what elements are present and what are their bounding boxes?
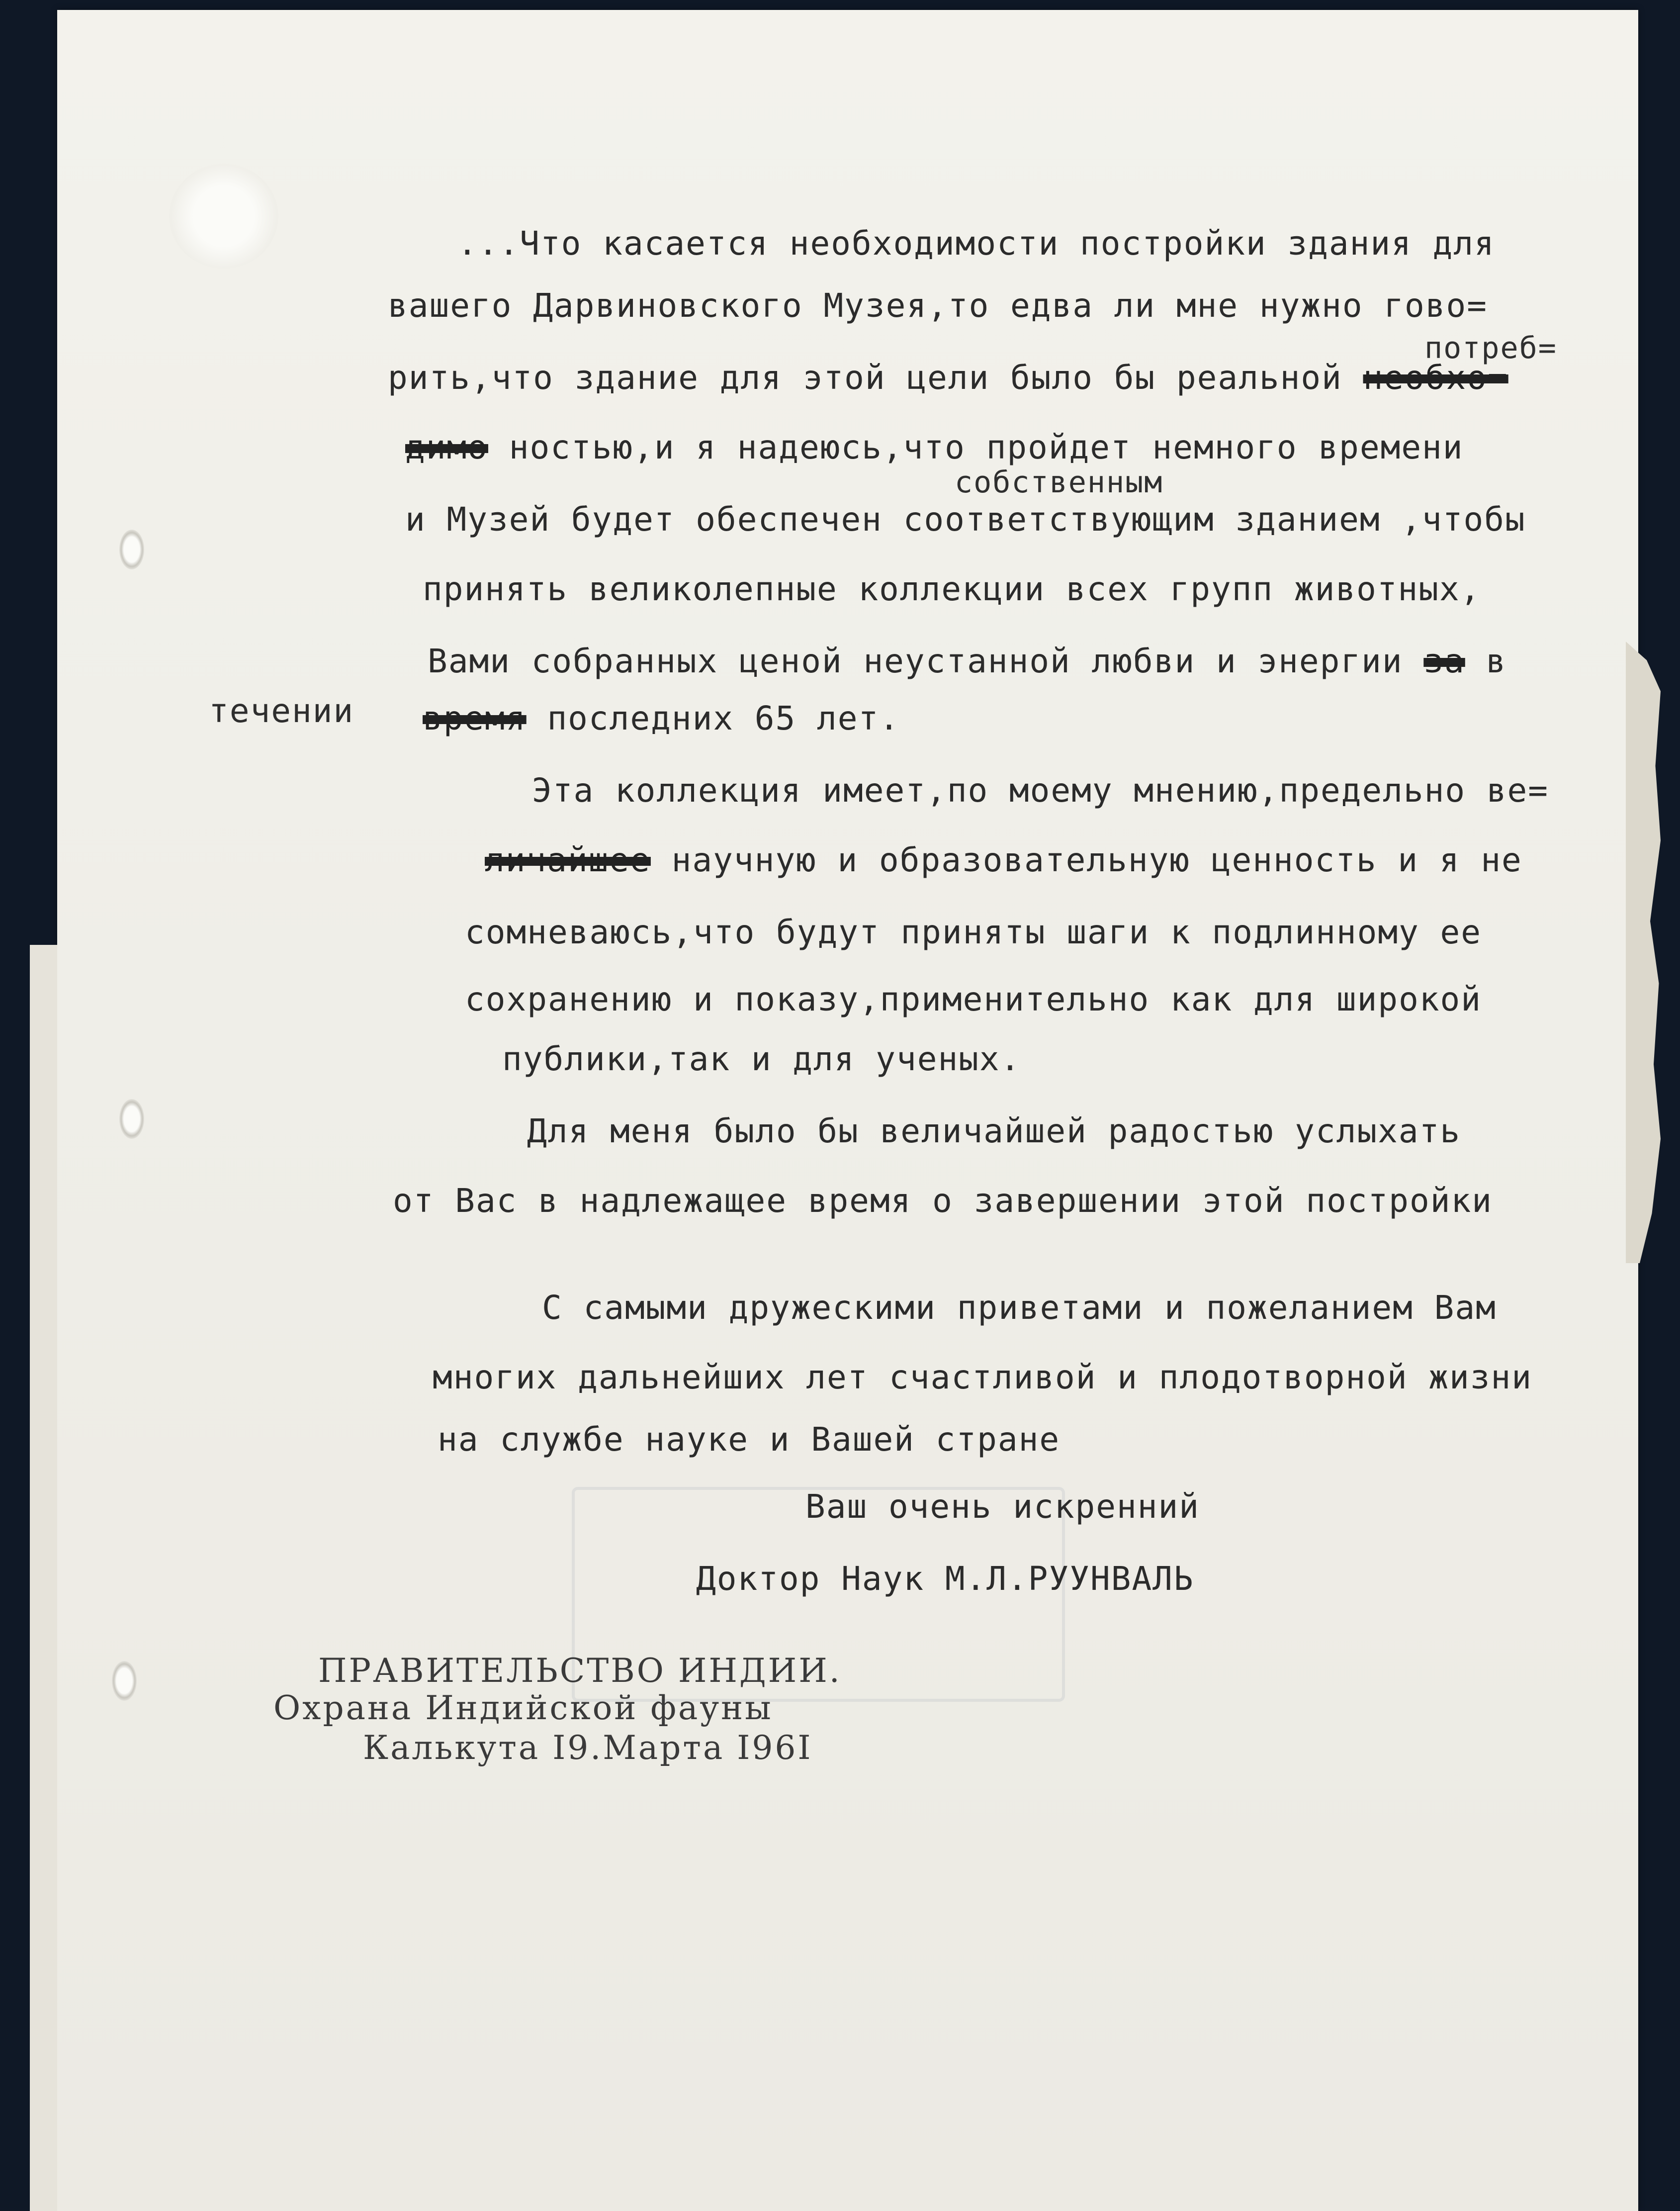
footer-organization: ПРАВИТЕЛЬСТВО ИНДИИ. xyxy=(318,1652,842,1690)
letter-line-5: и Музей будет обеспечен соответствующим зданием ,чтобы xyxy=(405,500,1526,539)
letter-line-3-text: рить,что здание для этой цели было бы реальной xyxy=(388,359,1363,397)
punch-hole-bottom xyxy=(112,1661,137,1701)
underlying-page-edge xyxy=(30,945,57,2211)
punch-hole-middle xyxy=(119,1099,144,1139)
letter-line-7-end: в xyxy=(1465,642,1507,680)
paper-sheet xyxy=(57,10,1638,2211)
letter-line-8-text: последних 65 лет. xyxy=(547,699,900,737)
paper-stain xyxy=(169,164,278,269)
struck-word-vremya: время xyxy=(423,699,527,737)
letter-line-2: вашего Дарвиновского Музея,то едва ли мне нужно гово= xyxy=(388,286,1488,325)
letter-line-17: многих дальнейших лет счастливой и плодотворной жизни xyxy=(433,1358,1532,1396)
letter-line-7-text: Вами собранных ценой неустанной любви и энергии xyxy=(428,642,1424,680)
typed-insert-sobstvennym: собственным xyxy=(955,465,1163,500)
letter-line-11: сомневаюсь,что будут приняты шаги к подлинному ее xyxy=(465,913,1482,951)
letter-line-1: ...Что касается необходимости постройки здания для xyxy=(457,224,1495,263)
struck-word-velichaishee: личайшее xyxy=(485,841,651,879)
letter-line-4 xyxy=(405,428,1464,467)
letter-line-4-text: ностью,и я надеюсь,что пройдет немного времени xyxy=(509,428,1464,466)
letter-line-15: от Вас в надлежащее время о завершении этой постройки xyxy=(393,1182,1493,1220)
letter-line-16: С самыми дружескими приветами и пожеланием Вам xyxy=(542,1289,1497,1327)
letter-line-18: на службе науке и Вашей стране xyxy=(438,1420,1061,1459)
letter-line-9: Эта коллекция имеет,по моему мнению,предельно ве= xyxy=(532,771,1549,810)
letter-line-12: сохранению и показу,применительно как для широкой xyxy=(465,980,1482,1018)
typed-insert-potreb: потреб= xyxy=(1424,331,1557,366)
footer-department: Охрана Индийской фауны xyxy=(273,1689,773,1727)
torn-paper-edge xyxy=(1626,642,1661,1263)
letter-line-6: принять великолепные коллекции всех групп животных, xyxy=(423,570,1481,608)
struck-word-za: за xyxy=(1423,642,1465,680)
footer-place-date: Калькута I9.Марта I96I xyxy=(363,1729,813,1767)
letter-line-10-text: научную и образовательную ценность и я не xyxy=(671,841,1522,879)
signature-line: Доктор Наук М.Л.РУУНВАЛЬ xyxy=(696,1560,1194,1598)
letter-line-8 xyxy=(423,699,900,738)
letter-line-10 xyxy=(485,840,1522,880)
letter-line-3 xyxy=(388,358,1508,398)
letter-line-14: Для меня было бы величайшей радостью услыхать xyxy=(527,1112,1461,1150)
letter-line-13: публики,так и для ученых. xyxy=(502,1040,1021,1078)
margin-note-techenii: течении xyxy=(209,692,354,730)
closing-phrase: Ваш очень искренний xyxy=(805,1487,1200,1526)
letter-line-7 xyxy=(428,642,1506,681)
punch-hole-top xyxy=(119,530,144,569)
struck-word-dimo: димо xyxy=(405,428,488,466)
struck-word-neobho: необхо= xyxy=(1363,359,1508,397)
